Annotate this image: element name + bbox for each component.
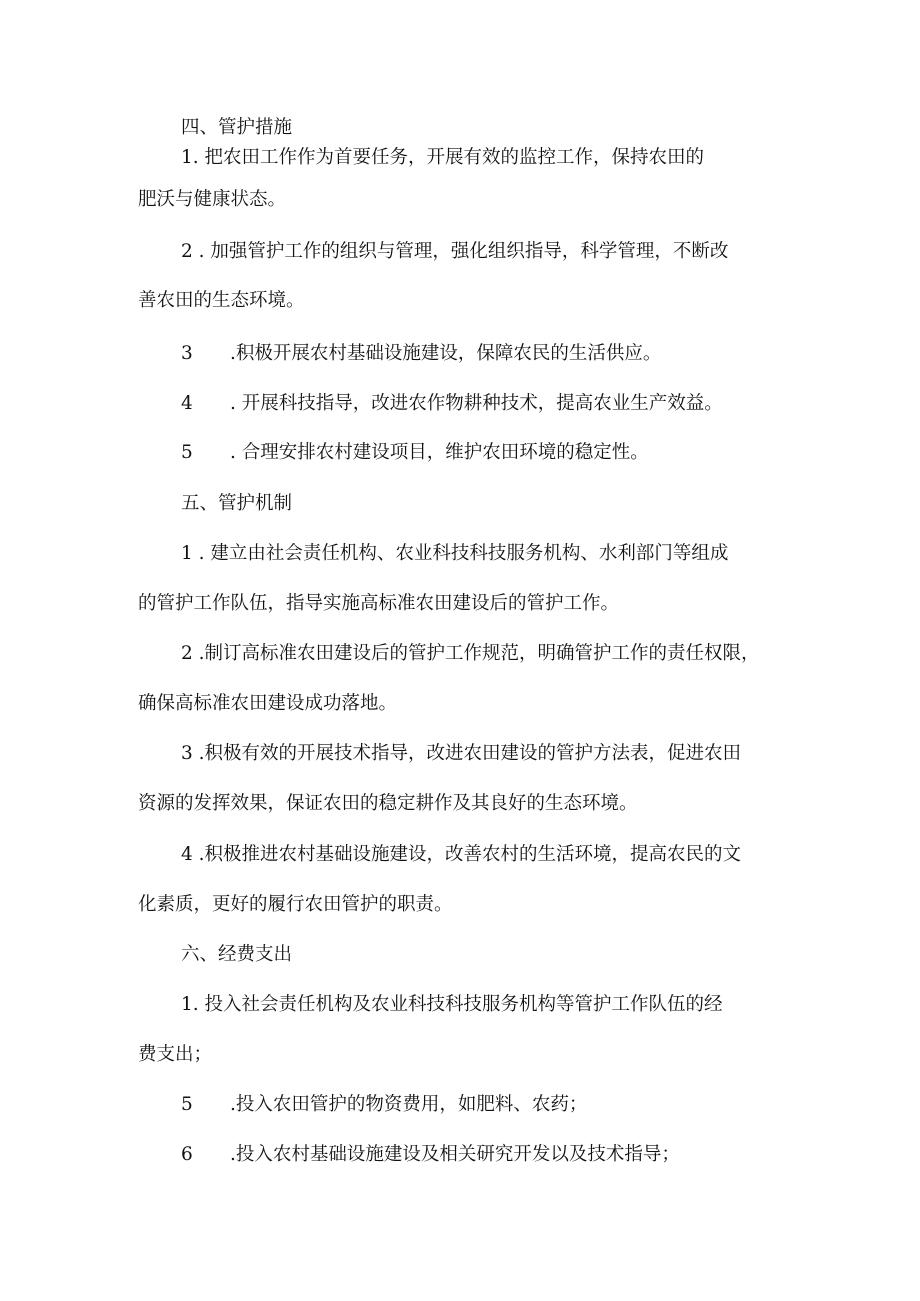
- list-number: 3: [181, 343, 193, 364]
- paragraph-line: 1. 投入社会责任机构及农业科技科技服务机构等管护工作队伍的经: [181, 994, 723, 1015]
- section-heading-5: 五、管护机制: [181, 493, 293, 514]
- list-number: 5: [181, 1094, 193, 1115]
- paragraph-line: .投入农田管护的物资费用，如肥料、农药；: [230, 1094, 588, 1115]
- section-heading-4: 四、管护措施: [181, 117, 293, 138]
- paragraph-line: 1. 把农田工作作为首要任务，开展有效的监控工作，保持农田的: [181, 147, 705, 168]
- paragraph-line: 费支出；: [138, 1044, 213, 1065]
- paragraph-line: .投入农村基础设施建设及相关研究开发以及技术指导；: [230, 1144, 680, 1165]
- paragraph-line: 化素质，更好的履行农田管护的职责。: [138, 894, 453, 915]
- section-heading-6: 六、经费支出: [181, 944, 293, 965]
- paragraph-line: 2 .制订高标准农田建设后的管护工作规范，明确管护工作的责任权限，: [181, 643, 760, 664]
- paragraph-line: 的管护工作队伍，指导实施高标准农田建设后的管护工作。: [138, 593, 620, 614]
- paragraph-line: .积极开展农村基础设施建设，保障农民的生活供应。: [230, 343, 662, 364]
- paragraph-line: 2 . 加强管护工作的组织与管理，强化组织指导，科学管理，不断改: [181, 241, 729, 262]
- paragraph-line: 1 . 建立由社会责任机构、农业科技科技服务机构、水利部门等组成: [181, 543, 729, 564]
- paragraph-line: 确保高标准农田建设成功落地。: [138, 693, 398, 714]
- paragraph-line: 善农田的生态环境。: [138, 290, 305, 311]
- paragraph-line: 资源的发挥效果，保证农田的稳定耕作及其良好的生态环境。: [138, 793, 638, 814]
- list-number: 5: [181, 442, 193, 463]
- paragraph-line: 4 .积极推进农村基础设施建设，改善农村的生活环境，提高农民的文: [181, 844, 742, 865]
- paragraph-line: 3 .积极有效的开展技术指导，改进农田建设的管护方法表，促进农田: [181, 743, 742, 764]
- paragraph-line: . 开展科技指导，改进农作物耕种技术，提高农业生产效益。: [230, 393, 723, 414]
- list-number: 4: [181, 393, 193, 414]
- paragraph-line: . 合理安排农村建设项目，维护农田环境的稳定性。: [230, 442, 649, 463]
- list-number: 6: [181, 1144, 193, 1165]
- paragraph-line: 肥沃与健康状态。: [138, 189, 287, 210]
